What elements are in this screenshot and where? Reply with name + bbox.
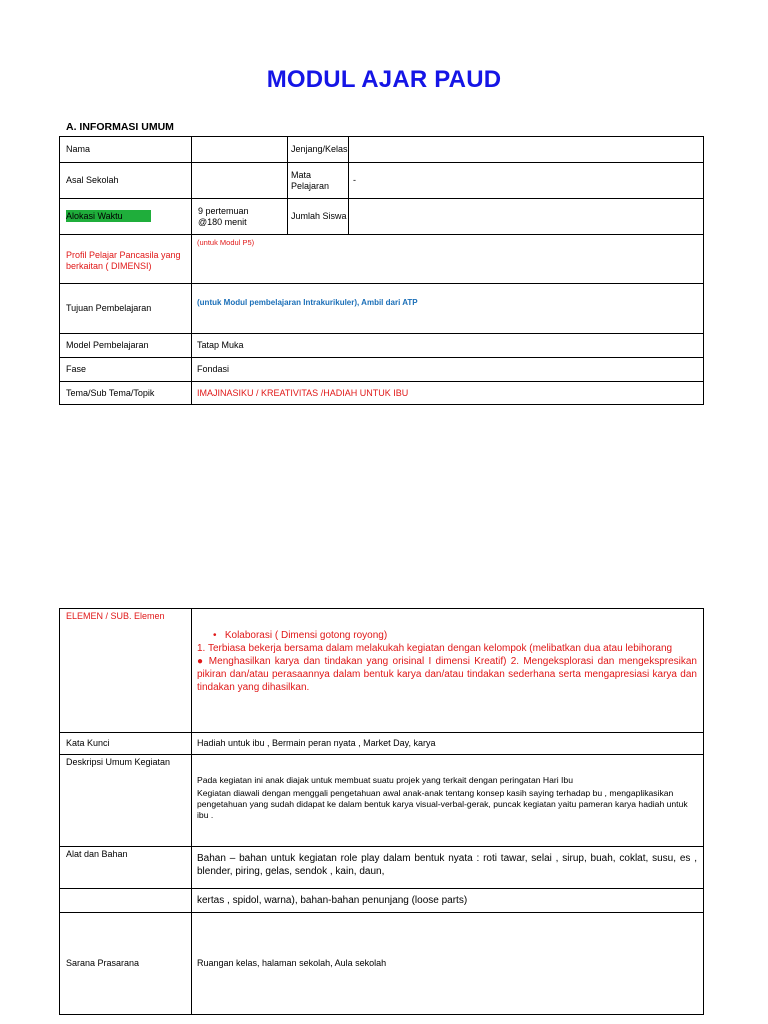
table-row	[60, 137, 704, 163]
alat-bahan-value: Bahan – bahan untuk kegiatan role play dalam bentuk nyata : roti tawar, selai , sirup, buah, coklat, susu, es , blender, piring, gelas, sendok , kain, daun,	[192, 847, 704, 889]
jenjang-value	[349, 137, 704, 163]
tema-label: Tema/Sub Tema/Topik	[60, 382, 192, 405]
fase-value: Fondasi	[192, 358, 704, 382]
table-row	[60, 889, 704, 913]
table-row	[60, 284, 704, 334]
table-row	[60, 334, 704, 358]
tema-value: IMAJINASIKU / KREATIVITAS /HADIAH UNTUK IBU	[192, 382, 704, 405]
alokasi-waktu-cell	[60, 199, 192, 235]
alat-bahan-label: Alat dan Bahan	[60, 847, 192, 889]
alokasi-line-2: @180 menit	[198, 216, 247, 227]
table-row	[60, 847, 704, 889]
deskripsi-value	[192, 755, 704, 847]
sarana-prasarana-label: Sarana Prasarana	[60, 913, 192, 1015]
nama-label: Nama	[60, 137, 192, 163]
profil-pelajar-label: Profil Pelajar Pancasila yang berkaitan ( DIMENSI)	[60, 235, 192, 284]
table-row	[60, 382, 704, 405]
alokasi-line-1: 9 pertemuan	[198, 205, 249, 216]
alokasi-waktu-label: Alokasi Waktu	[66, 210, 151, 222]
table-row	[60, 733, 704, 755]
tujuan-pembelajaran-value: (untuk Modul pembelajaran Intrakurikuler), Ambil dari ATP	[192, 284, 704, 334]
alat-bahan-continued-label	[60, 889, 192, 913]
alat-bahan-continued-value: kertas , spidol, warna), bahan-bahan penunjang (loose parts)	[192, 889, 704, 913]
model-pembelajaran-label: Model Pembelajaran	[60, 334, 192, 358]
elemen-value	[192, 609, 704, 733]
section-heading-informasi-umum: A. INFORMASI UMUM	[66, 121, 174, 133]
table-row	[60, 163, 704, 199]
elemen-paragraph-2: ● Menghasilkan karya dan tindakan yang orisinal I dimensi Kreatif) 2. Mengeksplorasi dan mengekspresikan pikiran dan/atau perasaannya dalam bentuk karya dan/atau tindakan sederhana serta mengapresiasi karya dan tindakan yang dihasilkan.	[197, 656, 697, 693]
table-row	[60, 358, 704, 382]
kata-kunci-label: Kata Kunci	[60, 733, 192, 755]
elemen-paragraph-1: 1. Terbiasa bekerja bersama dalam melakukah kegiatan dengan kelompok (melibatkan dua atau lebihorang	[197, 643, 673, 654]
kata-kunci-value: Hadiah untuk ibu , Bermain peran nyata , Market Day, karya	[192, 733, 704, 755]
alokasi-waktu-value	[192, 199, 288, 235]
document-title: MODUL AJAR PAUD	[266, 66, 502, 93]
sarana-prasarana-value: Ruangan kelas, halaman sekolah, Aula sekolah	[192, 913, 704, 1015]
model-pembelajaran-value: Tatap Muka	[192, 334, 704, 358]
jumlah-siswa-label: Jumlah Siswa	[288, 199, 349, 235]
deskripsi-paragraph-1: Pada kegiatan ini anak diajak untuk membuat suatu projek yang terkait dengan peringatan Hari Ibu	[197, 775, 573, 785]
elemen-bullet: • Kolaborasi ( Dimensi gotong royong)	[213, 630, 388, 641]
tujuan-pembelajaran-label: Tujuan Pembelajaran	[60, 284, 192, 334]
table-row	[60, 913, 704, 1015]
mata-pelajaran-value: -	[349, 163, 704, 199]
deskripsi-label: Deskripsi Umum Kegiatan	[60, 755, 192, 847]
mata-pelajaran-label: Mata Pelajaran	[288, 163, 349, 199]
fase-label: Fase	[60, 358, 192, 382]
elemen-label: ELEMEN / SUB. Elemen	[60, 609, 192, 733]
jumlah-siswa-value	[349, 199, 704, 235]
asal-sekolah-value	[192, 163, 288, 199]
table-row	[60, 755, 704, 847]
detail-table	[59, 608, 704, 1015]
jenjang-label: Jenjang/Kelas	[288, 137, 349, 163]
asal-sekolah-label: Asal Sekolah	[60, 163, 192, 199]
deskripsi-paragraph-2: Kegiatan diawali dengan menggali pengetahuan awal anak-anak tentang konsep kasih saying terhadap bu , mengaplikasikan pengetahuan yang sudah didapat ke dalam bentuk karya visual-verbal-gerak, puncak kegiatan yaitu pameran karya hadiah untuk ibu .	[197, 788, 688, 820]
table-row	[60, 609, 704, 733]
table-row	[60, 235, 704, 284]
informasi-umum-table	[59, 136, 704, 405]
profil-pelajar-value: (untuk Modul P5)	[192, 235, 704, 284]
elemen-bullet-text: Kolaborasi ( Dimensi gotong royong)	[224, 630, 388, 641]
nama-value	[192, 137, 288, 163]
table-row	[60, 199, 704, 235]
